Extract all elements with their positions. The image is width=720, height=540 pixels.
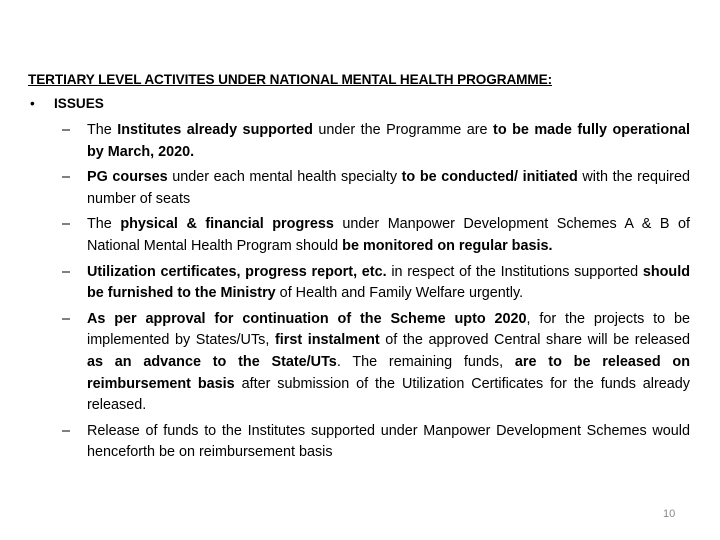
issue-text: in respect of the Institutions supported — [386, 263, 643, 280]
issue-text: of Health and Family Welfare urgently. — [275, 285, 524, 302]
dash-icon: – — [62, 169, 71, 186]
dash-icon: – — [62, 216, 71, 233]
slide-title: TERTIARY LEVEL ACTIVITES UNDER NATIONAL MENTAL HEALTH PROGRAMME: — [28, 72, 553, 87]
issue-emphasis: to be conducted/ initiated — [401, 169, 578, 186]
section-label: ISSUES — [54, 96, 104, 111]
issue-text: under Manpower Development Schemes A & B of National Mental Health Program should — [87, 216, 691, 254]
issues-list — [62, 120, 690, 468]
dash-icon: – — [62, 310, 71, 327]
issue-emphasis: As per approval for continuation of the Scheme upto 2020 — [87, 310, 527, 327]
issue-text: of the approved Central share will be released — [379, 332, 690, 349]
page-number: 10 — [663, 508, 676, 520]
issue-text: with the required number of seats — [87, 169, 690, 207]
issue-item-2 — [62, 167, 690, 210]
issue-emphasis: as an advance to the State/UTs — [87, 353, 337, 370]
issue-text: Release of funds to the Institutes supported under Manpower Development Schemes would henceforth be on reimbursement basis — [87, 422, 690, 461]
issue-item-3 — [62, 214, 690, 257]
issue-text: . The remaining funds, — [336, 353, 515, 370]
issue-emphasis: Utilization certificates, progress report, etc. — [87, 263, 387, 280]
issue-item-4 — [62, 262, 690, 305]
issue-emphasis: first instalment — [274, 332, 380, 349]
issue-text: The — [87, 122, 118, 138]
issue-emphasis: are to be released on reimbursement basis — [87, 353, 691, 392]
issue-emphasis: to be made fully operational by March, 2020. — [87, 122, 691, 160]
issue-emphasis: physical & financial progress — [120, 216, 334, 233]
issue-emphasis: PG courses — [87, 169, 168, 186]
issue-emphasis: should be furnished to the Ministry — [87, 263, 691, 302]
issue-emphasis: be monitored on regular basis. — [342, 237, 553, 254]
issue-emphasis: Institutes already supported — [117, 122, 313, 138]
issue-item-6 — [62, 421, 690, 464]
issue-text: The — [87, 216, 121, 233]
issue-text: after submission of the Utilization Certificates for the funds already released. — [87, 375, 691, 414]
issue-item-1 — [62, 120, 690, 163]
issue-text: under each mental health specialty — [167, 169, 402, 186]
dash-icon: – — [62, 263, 71, 280]
bullet-icon: • — [30, 96, 35, 111]
dash-icon: – — [62, 122, 71, 138]
issue-item-5 — [62, 309, 690, 417]
dash-icon: – — [62, 422, 71, 439]
issue-text: under the Programme are — [312, 122, 494, 138]
issue-text: , for the projects to be implemented by States/UTs, — [87, 310, 691, 349]
